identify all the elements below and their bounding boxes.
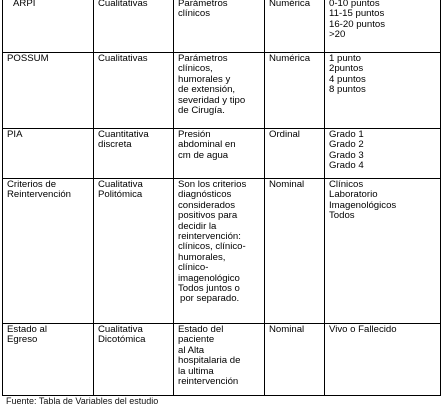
cell-escala: Numérica (265, 0, 325, 53)
cell-definicion: Presión abdominal en cm de agua (174, 129, 265, 179)
cell-valores: 1 punto 2puntos 4 puntos 8 puntos (325, 53, 441, 129)
variables-table (2, 0, 441, 396)
cell-tipo: Cualitativas (94, 0, 174, 53)
cell-definicion: Son los criterios diagnósticos considerados positivos para decidir la reintervención: clínicos, clínico- humorales, clínico- imagenológico Todos juntos o por separado. (174, 179, 265, 324)
cell-variable: POSSUM (3, 53, 94, 129)
cell-definicion: Parámetros clínicos (174, 0, 265, 53)
cell-variable: Estado al Egreso (3, 324, 94, 396)
table-row (3, 53, 441, 129)
cell-variable: ARPI (3, 0, 94, 53)
cell-tipo: Cuantitativa discreta (94, 129, 174, 179)
table-row (3, 129, 441, 179)
cell-definicion: Estado del paciente al Alta hospitalaria de la ultima reintervención (174, 324, 265, 396)
cell-valores: 0-10 puntos 11-15 puntos 16-20 puntos >20 (325, 0, 441, 53)
cell-tipo: Cualitativa Dicotómica (94, 324, 174, 396)
cell-tipo: Cualitativa Politómica (94, 179, 174, 324)
cell-valores: Grado 1 Grado 2 Grado 3 Grado 4 (325, 129, 441, 179)
cell-escala: Nominal (265, 324, 325, 396)
cell-tipo: Cualitativas (94, 53, 174, 129)
cell-escala: Nominal (265, 179, 325, 324)
cell-escala: Numérica (265, 53, 325, 129)
cell-escala: Ordinal (265, 129, 325, 179)
cell-valores: Vivo o Fallecido (325, 324, 441, 396)
cell-definicion: Parámetros clínicos, humorales y de extensión, severidad y tipo de Cirugía. (174, 53, 265, 129)
cell-variable: PIA (3, 129, 94, 179)
cell-valores: Clínicos Laboratorio Imagenológicos Todos (325, 179, 441, 324)
table-row (3, 179, 441, 324)
table-row (3, 0, 441, 53)
table-row (3, 324, 441, 396)
source-note: Fuente: Tabla de Variables del estudio (6, 396, 159, 406)
cell-variable: Criterios de Reintervención (3, 179, 94, 324)
